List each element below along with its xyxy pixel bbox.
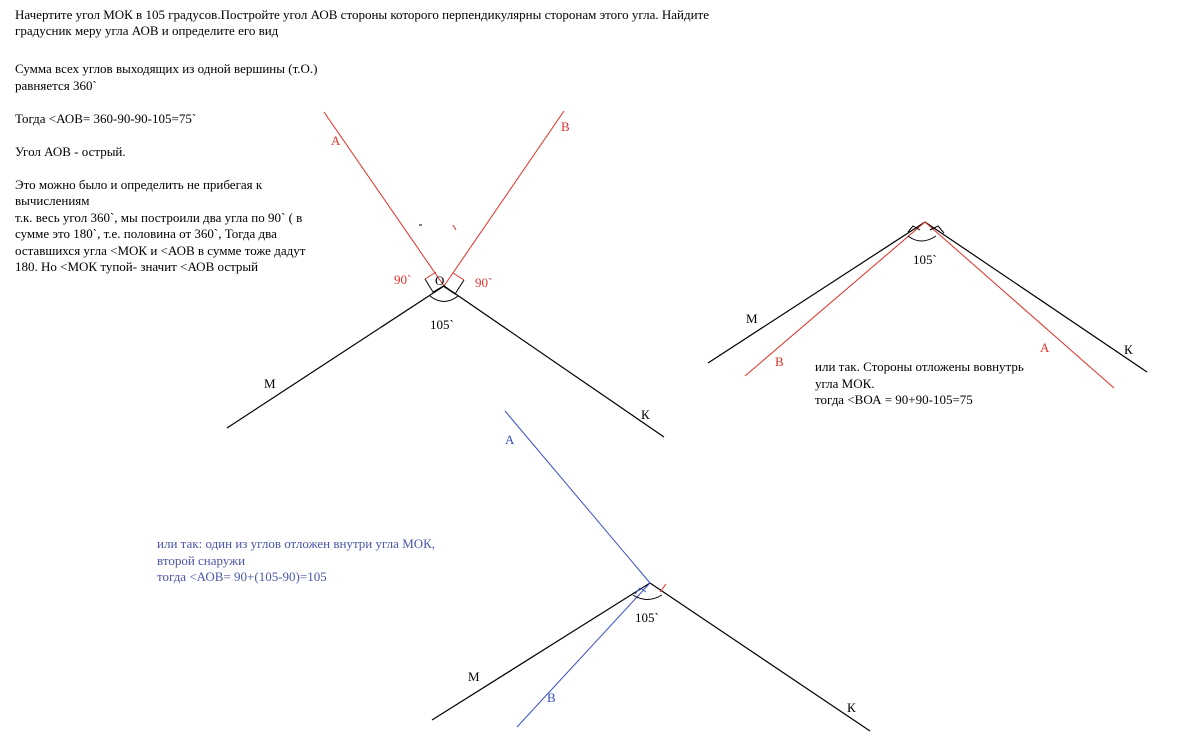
fig2-label-M: М	[746, 311, 758, 326]
text-line: Сумма всех углов выходящих из одной вершины (т.О.)	[15, 61, 318, 76]
text-line: угла МОК.	[815, 375, 875, 391]
fig1-label-B: В	[561, 119, 570, 134]
text-line: сумме это 180`, т.е. половина от 360`, Тогда два	[15, 226, 277, 241]
text-line: 180. Но <МОК тупой- значит <АОВ острый	[15, 259, 259, 274]
task-line-1: Начертите угол МОК в 105 градусов.Постройте угол АОВ стороны которого перпендикулярны сторонам этого угла. Найдите	[15, 7, 709, 22]
task-line-2: градусник меру угла АОВ и определите его вид	[15, 23, 279, 38]
text-line: Тогда <АОВ= 360-90-90-105=75`	[15, 110, 197, 126]
fig1-label-90-left: 90`	[394, 272, 412, 287]
text-line: Угол АОВ - острый.	[15, 143, 126, 159]
fig3-ray-OB	[517, 583, 650, 727]
stray-mark-red	[453, 225, 456, 230]
figure-3	[432, 411, 870, 731]
figure-2	[708, 222, 1147, 388]
fig3-ray-OA	[505, 411, 650, 583]
fig2-label-A: А	[1040, 340, 1050, 355]
fig3-ray-OK	[650, 583, 870, 731]
fig3-label-A: А	[505, 432, 515, 447]
figure-1	[227, 111, 664, 437]
text-line: т.к. весь угол 360`, мы построили два угла по 90` ( в	[15, 209, 303, 225]
right-angle-mark-right-red	[453, 273, 464, 280]
fig2-ray-OA	[925, 222, 1114, 388]
ray-OK	[444, 286, 664, 437]
fig2-label-B: В	[775, 354, 784, 369]
fig3-label-K: К	[847, 700, 856, 715]
ray-OB	[444, 111, 564, 286]
text-line: или так: один из углов отложен внутри угла МОК,	[157, 536, 436, 551]
text-line: равняется 360`	[15, 77, 97, 93]
fig2-ray-OK	[925, 222, 1147, 372]
fig2-angle-arc	[908, 236, 936, 241]
ray-OM	[227, 286, 444, 428]
fig3-label-105: 105`	[635, 610, 659, 625]
fig3-angle-arc	[633, 595, 662, 600]
fig1-label-105: 105`	[430, 317, 454, 332]
fig3-label-B: В	[547, 690, 556, 705]
fig2-label-K: К	[1124, 342, 1133, 357]
fig1-label-90-right: 90`	[475, 275, 493, 290]
angle-arc-105	[430, 296, 458, 302]
fig1-label-K: К	[641, 407, 650, 422]
fig2-ray-OM	[708, 222, 925, 363]
fig1-label-A: А	[331, 133, 341, 148]
fig1-label-M: М	[264, 376, 276, 391]
text-line: или так. Стороны отложены вовнутрь	[815, 359, 1024, 374]
fig2-label-105: 105`	[913, 252, 937, 267]
text-line: тогда <ВОА = 90+90-105=75	[815, 392, 973, 407]
text-line: оставшихся угла <МОК и <АОВ в сумме тоже дадут	[15, 242, 306, 258]
text-line: второй снаружи	[157, 552, 246, 568]
text-line: тогда <АОВ= 90+(105-90)=105	[157, 569, 327, 584]
fig3-right-mark	[660, 584, 666, 592]
ray-OA	[324, 112, 444, 286]
fig3-label-M: М	[468, 669, 480, 684]
fig3-ray-OM	[432, 583, 650, 720]
fig2-ray-OB	[745, 222, 925, 376]
text-line: вычислениям	[15, 193, 90, 208]
fig1-label-O: О	[435, 273, 445, 288]
text-line: Это можно было и определить не прибегая к	[15, 176, 263, 192]
